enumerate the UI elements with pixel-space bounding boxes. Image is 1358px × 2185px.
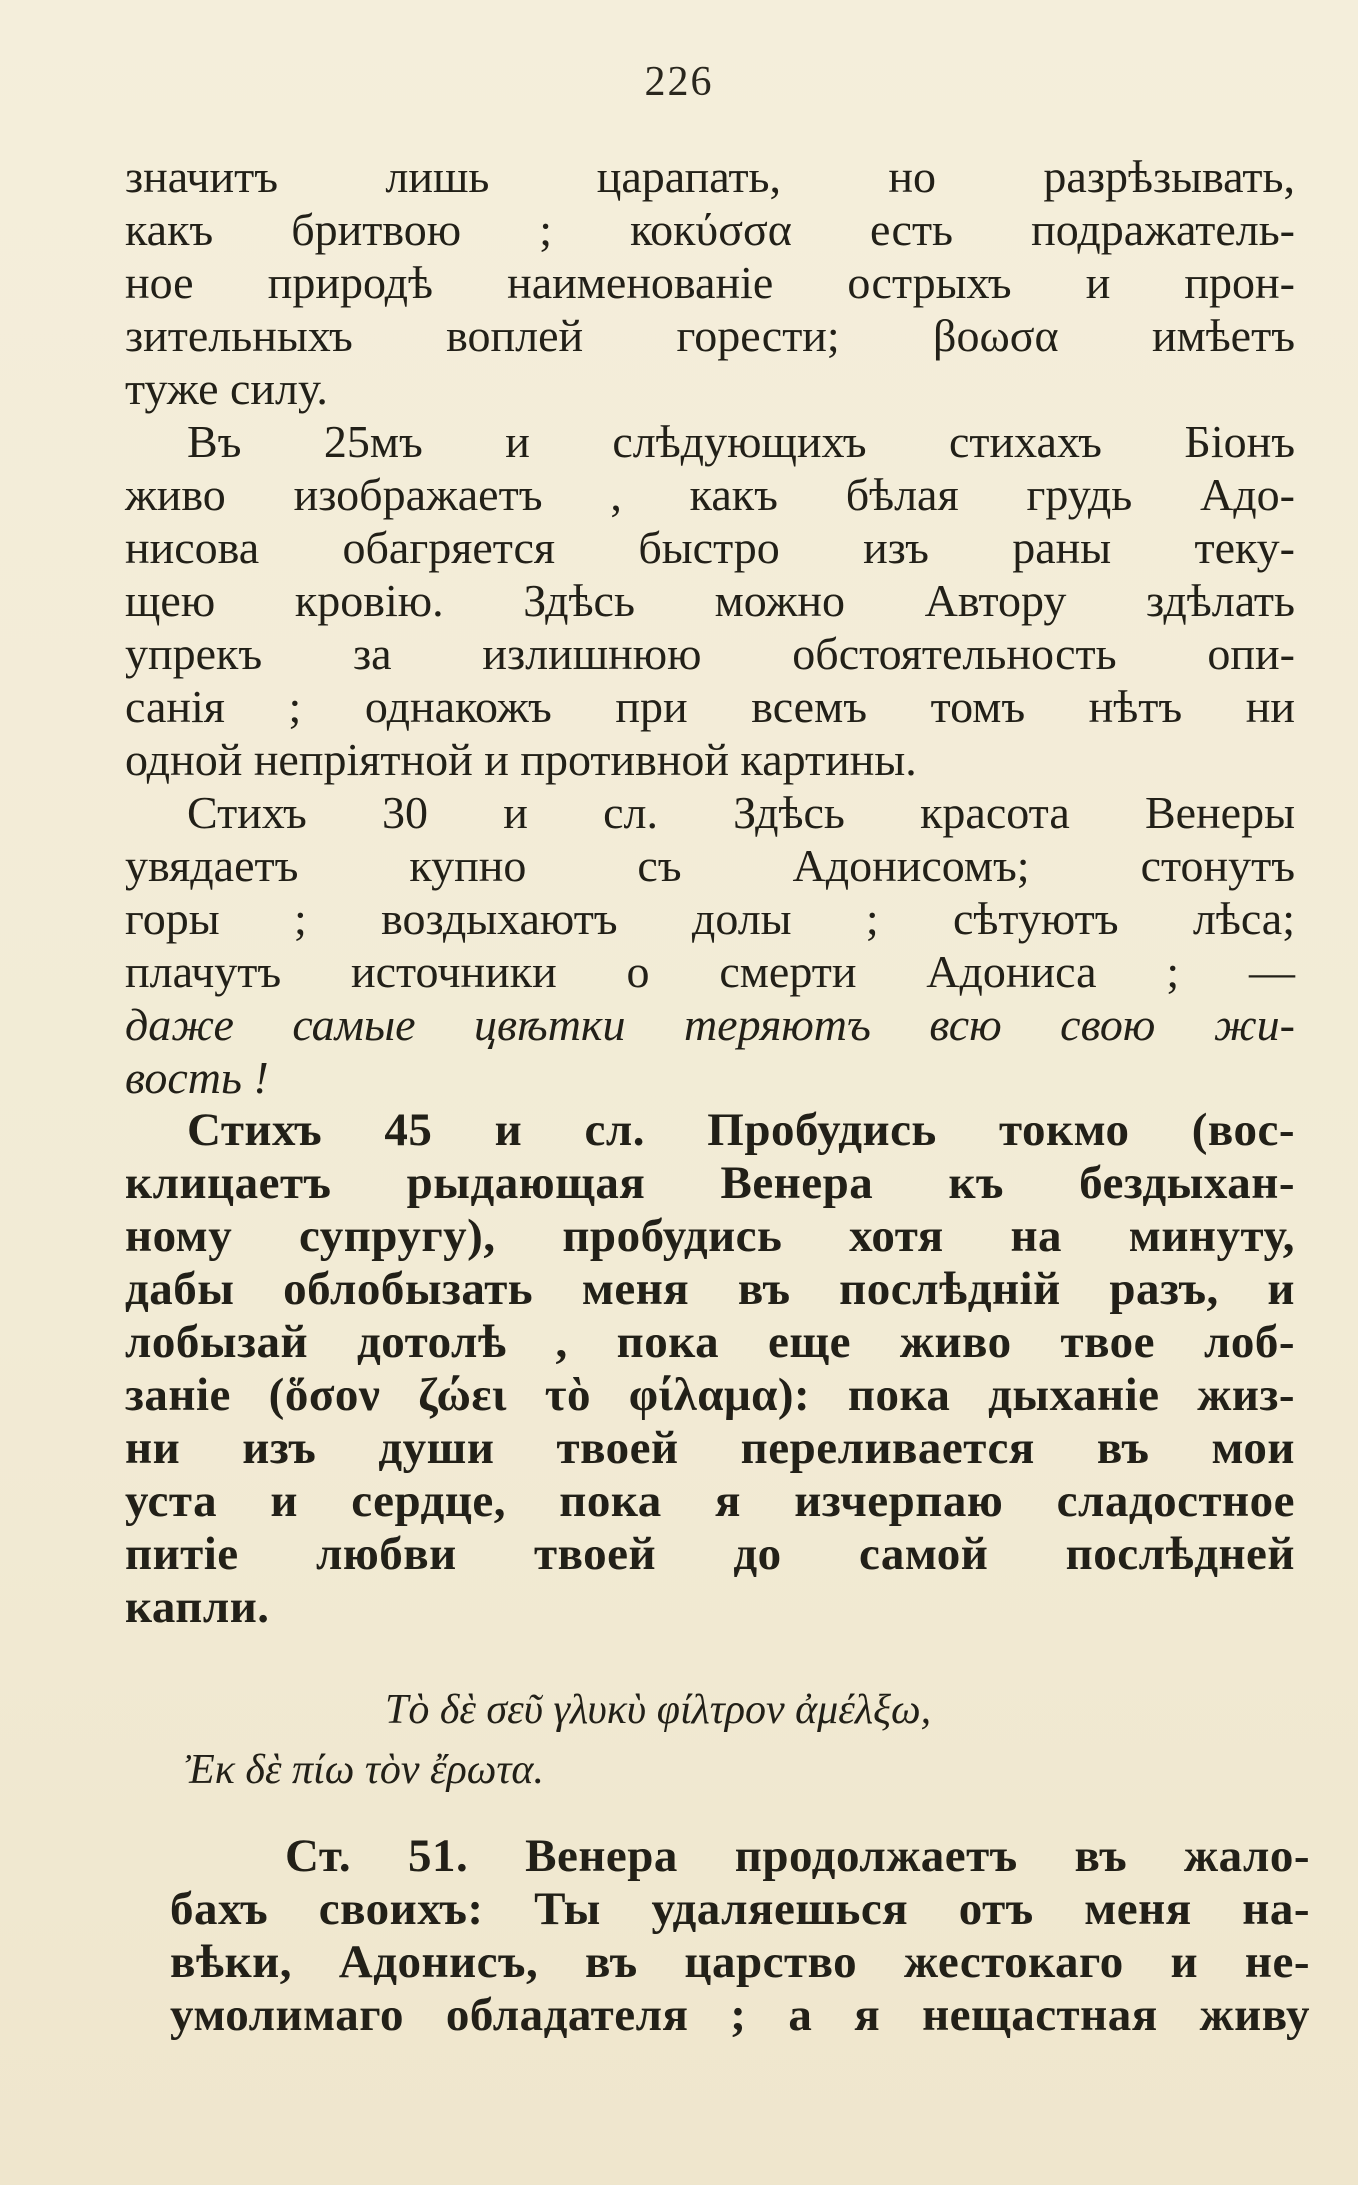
text-line: лобызай дотолѣ , пока еще живо твое лоб- (125, 1316, 1295, 1368)
text-line: даже самые цвѣтки теряютъ всю свою жи- (125, 999, 1295, 1050)
text-line: живо изображаетъ , какъ бѣлая грудь Адо- (125, 469, 1295, 520)
verse-line: Ἐκ δὲ πίω τὸν ἔρωτα. (185, 1747, 544, 1793)
text-line: бахъ своихъ: Ты удаляешься отъ меня на- (170, 1883, 1310, 1935)
text-line: вѣки, Адонисъ, въ царство жестокаго и не- (170, 1936, 1310, 1988)
text-line: умолимаго обладателя ; а я нещастная живу (170, 1989, 1310, 2041)
text-line: плачутъ источники о смерти Адониса ; — (125, 946, 1295, 997)
text-line: дабы облобызать меня въ послѣдній разъ, и (125, 1263, 1295, 1315)
paragraph-4 (125, 1104, 1295, 1634)
text-line: какъ бритвою ; кокύσσα есть подражатель- (125, 204, 1295, 255)
text-line: горы ; воздыхаютъ долы ; сѣтуютъ лѣса; (125, 893, 1295, 944)
paragraph-2 (125, 415, 1295, 786)
text-line: ное природѣ наименованіе острыхъ и прон- (125, 257, 1295, 308)
text-line: Ст. 51. Венера продолжаетъ въ жало- (285, 1830, 1310, 1882)
paragraph-3 (125, 786, 1295, 1104)
text-line: значитъ лишь царапать, но разрѣзывать, (125, 151, 1295, 202)
text-line: Въ 25мъ и слѣдующихъ стихахъ Біонъ (187, 416, 1295, 467)
page-number: 226 (644, 59, 714, 105)
text-line: питіе любви твоей до самой послѣдней (125, 1528, 1295, 1580)
text-line: нисова обагряется быстро изъ раны теку- (125, 522, 1295, 573)
greek-verse (185, 1680, 1285, 1800)
text-line: санія ; однакожъ при всемъ томъ нѣтъ ни (125, 681, 1295, 732)
verse-line: Τὸ δὲ σεῦ γλυκὺ φίλτρον ἀμέλξω, (385, 1687, 932, 1733)
paragraph-1 (125, 150, 1295, 415)
paragraph-5 (170, 1830, 1310, 2042)
text-line: вость ! (125, 1052, 269, 1103)
text-line: заніе (ὅσον ζώει τὸ φίλαμα): пока дыханіе жиз- (125, 1369, 1295, 1421)
text-line: Стихъ 30 и сл. Здѣсь красота Венеры (187, 787, 1295, 838)
text-line: клицаетъ рыдающая Венера къ бездыхан- (125, 1157, 1295, 1209)
text-line: Стихъ 45 и сл. Пробудись токмо (вос- (187, 1104, 1295, 1156)
text-line: щею кровію. Здѣсь можно Автору здѣлать (125, 575, 1295, 626)
text-line: туже силу. (125, 363, 328, 414)
text-line: капли. (125, 1581, 270, 1633)
text-line: увядаетъ купно съ Адонисомъ; стонутъ (125, 840, 1295, 891)
text-line: ному супругу), пробудись хотя на минуту, (125, 1210, 1295, 1262)
text-line: зительныхъ воплей горести; βοωσα имѣетъ (125, 310, 1295, 361)
body-text (125, 150, 1295, 1634)
text-line: уста и сердце, пока я изчерпаю сладостное (125, 1475, 1295, 1527)
text-line: упрекъ за излишнюю обстоятельность опи- (125, 628, 1295, 679)
text-line: ни изъ души твоей переливается въ мои (125, 1422, 1295, 1474)
text-line: одной непріятной и противной картины. (125, 734, 917, 785)
